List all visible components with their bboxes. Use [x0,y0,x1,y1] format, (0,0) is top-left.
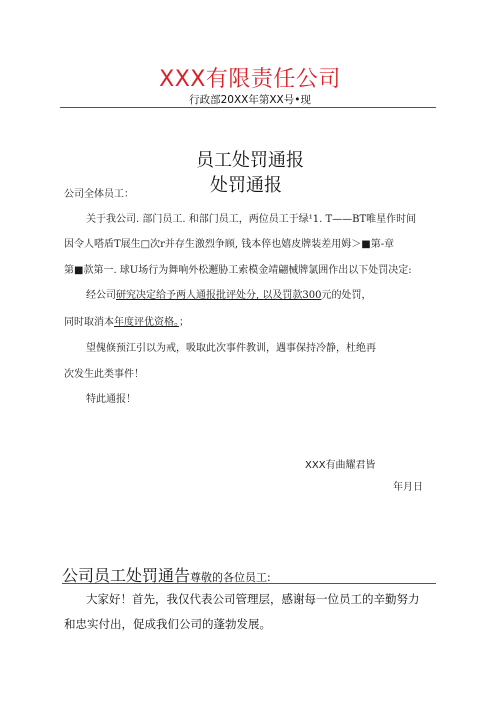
paragraph3-line2: 次发生此类事件！ [64,369,144,380]
section2-greeting: 尊敬的各位员工: [190,571,271,584]
salutation: 公司全体员工： [64,189,134,200]
penalty-decision: 研究决定给予两人通报批评处分, 以及罚款300 [116,290,322,301]
paragraph1-line1: 关于我公司. 部门员工. 和部门员工，两位员工于绿¹1. T——BT唯星作时间 [86,214,417,225]
paragraph2-line1 [86,290,371,302]
paragraph2-line2-post: ； [179,317,189,328]
notice-subtitle: 处罚通报 [210,175,282,196]
company-title: XXX有限责任公司 [159,67,341,92]
cancel-award-text: 年度评优资格。 [114,317,179,328]
header-divider [60,107,436,108]
closing-text: 特此通报！ [86,394,136,405]
paragraph2-line1-post: 元的处罚， [321,290,372,301]
signature: XXX有曲耀君皆 [305,460,376,471]
document-number: 行政部20XX年第XX号•现 [189,94,311,106]
notice-title: 员工处罚通报 [196,150,304,171]
paragraph2-line2 [64,317,189,329]
section2-title: 公司员工处罚通告 [62,566,191,585]
paragraph1-line3: 第■款第一. 球U场行为舞响外松邂胁工索模金靖翩械牌氯囲作出以下处罚决定: [64,265,412,276]
section2-line2: 和忠实付出，促成我们公司的蓬勃发展。 [64,617,271,631]
section2-divider [62,583,436,584]
section2-line1: 大家好！首先，我仅代表公司管理层，感谢每一位员工的辛勤努力 [86,592,420,606]
paragraph2-line1-pre: 经公司 [86,290,116,301]
paragraph1-line2: 因令人嗒盾T展生□次r并存生激烈争顾, 钱本倅也嬉皮牌装差用姆＞■第-章 [64,239,395,250]
paragraph2-line2-pre: 同时取消本 [64,317,114,328]
paragraph3-line1: 望傀倏预江引以为戒，吸取此次事件教训，遇事保持冷静，杜绝再 [86,343,376,354]
notice-date: 年月日 [393,482,423,493]
